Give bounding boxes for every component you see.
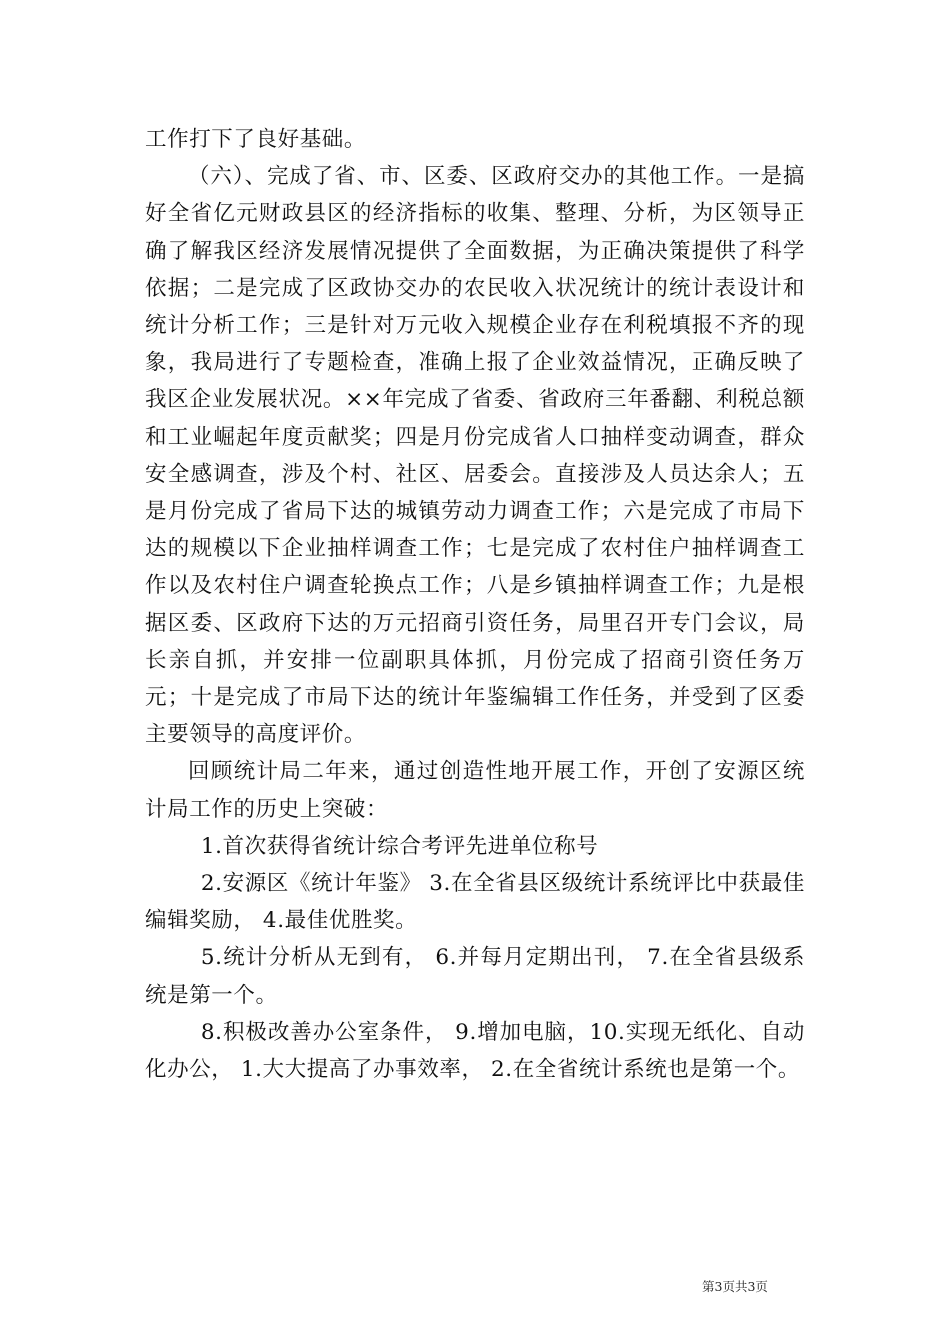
- paragraph-continuation: 工作打下了良好基础。: [145, 127, 367, 152]
- achievement-item-1: 1.首次获得省统计综合考评先进单位称号: [200, 833, 599, 859]
- paragraph-other-work: （六）、完成了省、市、区委、区政府交办的其他工作。一是搞好全省亿元财政县区的经济指标的收集、整理、分析，为区领导正确了解我区经济发展情况提供了全面数据，为正确决策提供了科学依据；二是完成了区政协交办的农民收入状况统计的统计表设计和统计分析工作；三是针对万元收入规模企业存在利税填报不齐的现象，我局进行了专题检查，准确上报了企业效益情况，正确反映了我区企业发展状况。××年完成了省委、省政府三年番翻、利税总额和工业崛起年度贡献奖；四是月份完成省人口抽样变动调查，群众安全感调查，涉及个村、社区、居委会。直接涉及人员达余人；五是月份完成了省局下达的城镇劳动力调查工作；六是完成了市局下达的规模以下企业抽样调查工作；七是完成了农村住户抽样调查工作以及农村住户调查轮换点工作；八是乡镇抽样调查工作；九是根据区委、区政府下达的万元招商引资任务，局里召开专门会议，局长亲自抓，并安排一位副职具体抓，月份完成了招商引资任务万元；十是完成了市局下达的统计年鉴编辑工作任务，并受到了区委主要领导的高度评价。: [145, 164, 805, 748]
- paragraph-review: 回顾统计局二年来，通过创造性地开展工作，开创了安源区统计局工作的历史上突破：: [145, 759, 805, 822]
- achievement-item-5: 5.统计分析从无到有， 6.并每月定期出刊， 7.在全省县级系统是第一个。: [145, 945, 805, 1008]
- page-number: 第3页共3页: [702, 1279, 768, 1294]
- achievement-item-8: 8.积极改善办公室条件， 9.增加电脑，10.实现无纸化、自动化办公， 1.大大提高了办事效率， 2.在全省统计系统也是第一个。: [145, 1019, 805, 1083]
- achievement-item-2: 2.安源区《统计年鉴》 3.在全省县区级统计系统评比中获最佳编辑奖励， 4.最佳优胜奖。: [145, 871, 805, 934]
- document-body: [145, 121, 805, 1088]
